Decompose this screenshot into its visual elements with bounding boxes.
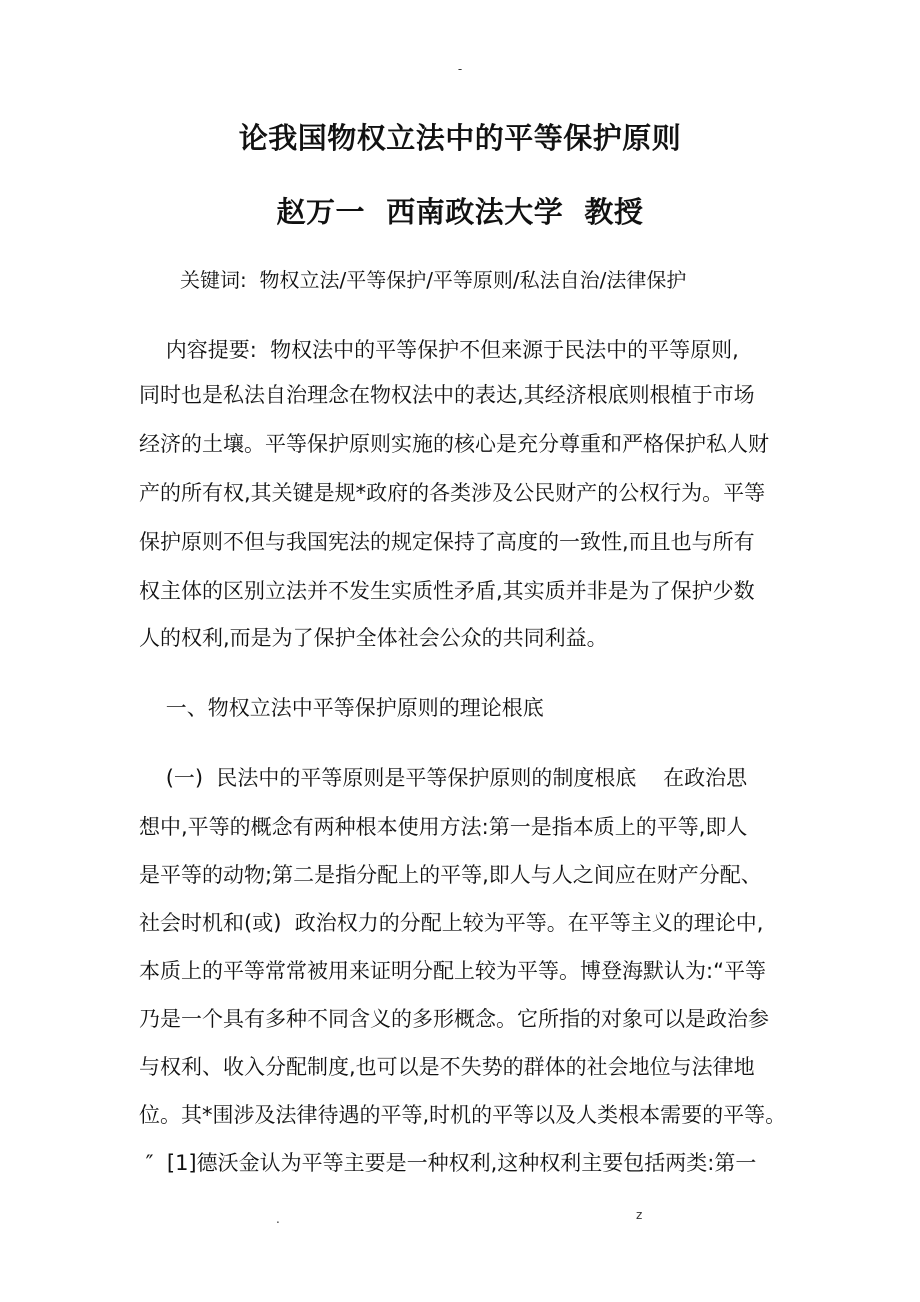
abstract-line: 产的所有权,其关键是规*政府的各类涉及公民财产的公权行为。平等: [139, 481, 766, 505]
paragraph-line: 本质上的平等常常被用来证明分配上较为平等。博登海默认为:“平等: [139, 959, 766, 983]
footer-left-mark: .: [276, 1212, 280, 1226]
paragraph-line: 与权利、收入分配制度,也可以是不失势的群体的社会地位与法律地: [139, 1055, 755, 1079]
header-mark: -: [457, 62, 463, 76]
keywords-line: 关键词: 物权立法/平等保护/平等原则/私法自治/法律保护: [180, 268, 687, 292]
section-heading: 一、物权立法中平等保护原则的理论根底: [139, 696, 544, 720]
paragraph-line: (一) 民法中的平等原则是平等保护原则的制度根底 在政治思: [139, 766, 748, 790]
paragraph-line: 想中,平等的概念有两种根本使用方法:第一是指本质上的平等,即人: [139, 815, 748, 839]
abstract-line: 权主体的区别立法并不发生实质性矛盾,其实质并非是为了保护少数: [139, 579, 755, 603]
paragraph-line: 乃是一个具有多种不同含义的多形概念。它所指的对象可以是政治参: [139, 1007, 769, 1031]
paragraph-line: 社会时机和(或) 政治权力的分配上较为平等。在平等主义的理论中,: [139, 911, 764, 935]
abstract-line: 内容提要: 物权法中的平等保护不但来源于民法中的平等原则,: [139, 338, 739, 362]
paragraph-line: 是平等的动物;第二是指分配上的平等,即人与人之间应在财产分配、: [139, 863, 762, 887]
abstract-line: 经济的土壤。平等保护原则实施的核心是充分尊重和严格保护私人财: [139, 432, 769, 456]
abstract-line: 同时也是私法自治理念在物权法中的表达,其经济根底则根植于市场: [139, 383, 755, 407]
document-title: 论我国物权立法中的平等保护原则: [238, 121, 682, 155]
abstract-line: 保护原则不但与我国宪法的规定保持了高度的一致性,而且也与所有: [139, 530, 755, 554]
author-line: 赵万一 西南政法大学 教授: [276, 195, 644, 229]
abstract-line: 人的权利,而是为了保护全体社会公众的共同利益。: [139, 626, 608, 650]
paragraph-line: ″ [1]德沃金认为平等主要是一种权利,这种权利主要包括两类:第一: [139, 1151, 757, 1175]
paragraph-line: 位。其*围涉及法律待遇的平等,时机的平等以及人类根本需要的平等。: [139, 1103, 787, 1127]
footer-right-mark: z: [636, 1208, 643, 1222]
